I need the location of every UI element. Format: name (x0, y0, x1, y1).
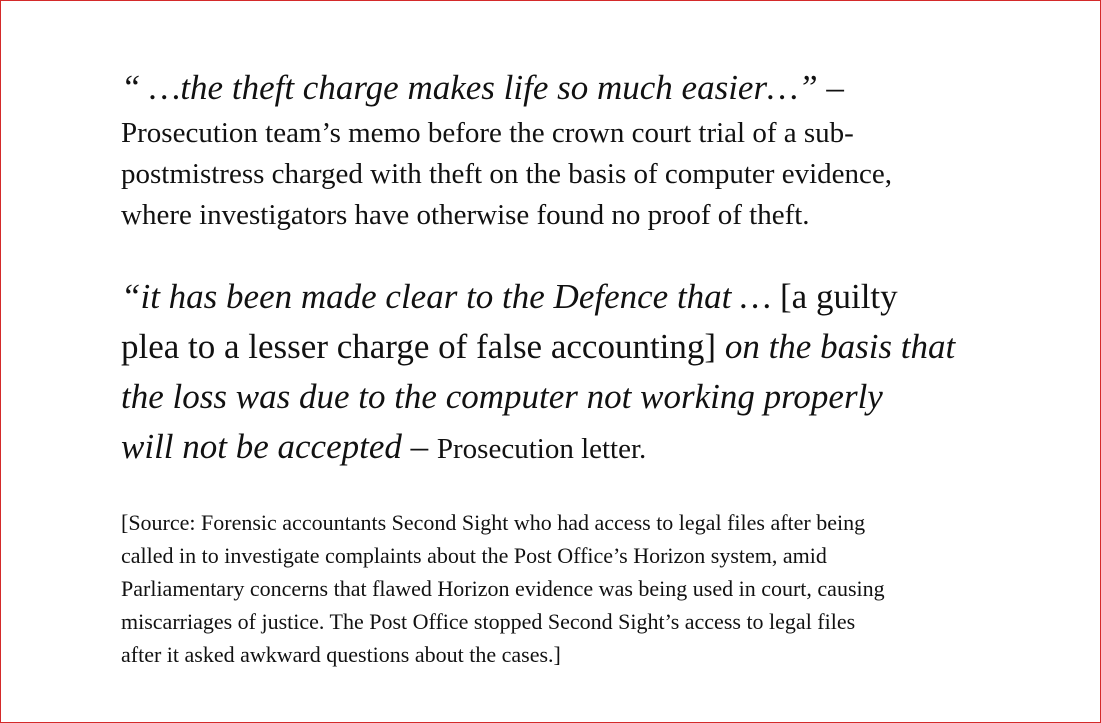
quote-letter-line (121, 422, 1021, 474)
source-note-line: miscarriages of justice. The Post Office stopped Second Sight’s access to legal files (121, 609, 856, 634)
quote-memo-headline (121, 63, 1021, 113)
quote-letter-italic: the loss was due to the computer not working properly (121, 377, 883, 416)
quote-letter-bracket: plea to a lesser charge of false accounting] (121, 327, 725, 366)
quote-letter-attribution: Prosecution letter. (436, 433, 647, 465)
quote-memo-dash: – (826, 68, 844, 107)
quote-memo-italic: “ …the theft charge makes life so much easier…” (121, 68, 827, 107)
quote-letter-italic: will not be accepted (121, 427, 402, 466)
source-note-line: [Source: Forensic accountants Second Sight who had access to legal files after being (121, 510, 866, 535)
quote-memo-body-line: Prosecution team’s memo before the crown court trial of a sub- (121, 117, 854, 149)
quote-memo (121, 63, 1021, 236)
quote-memo-body-line: postmistress charged with theft on the basis of computer evidence, (121, 158, 892, 190)
quote-letter-line (121, 272, 1021, 322)
quote-letter-dash: – (401, 427, 437, 466)
quote-letter-bracket: [a guilty (780, 277, 898, 316)
quote-letter-line (121, 372, 1021, 422)
quote-letter-line (121, 322, 1021, 372)
quote-letter-italic: on the basis that (724, 327, 956, 366)
source-note (121, 506, 1041, 671)
source-note-line: after it asked awkward questions about the cases.] (121, 642, 561, 667)
quote-memo-body-line: where investigators have otherwise found no proof of theft. (121, 199, 810, 231)
quote-letter (121, 272, 1021, 474)
source-note-line: Parliamentary concerns that flawed Horizon evidence was being used in court, causing (121, 576, 885, 601)
quote-letter-italic: “it has been made clear to the Defence that … (121, 277, 781, 316)
source-note-line: called in to investigate complaints about the Post Office’s Horizon system, amid (121, 543, 827, 568)
